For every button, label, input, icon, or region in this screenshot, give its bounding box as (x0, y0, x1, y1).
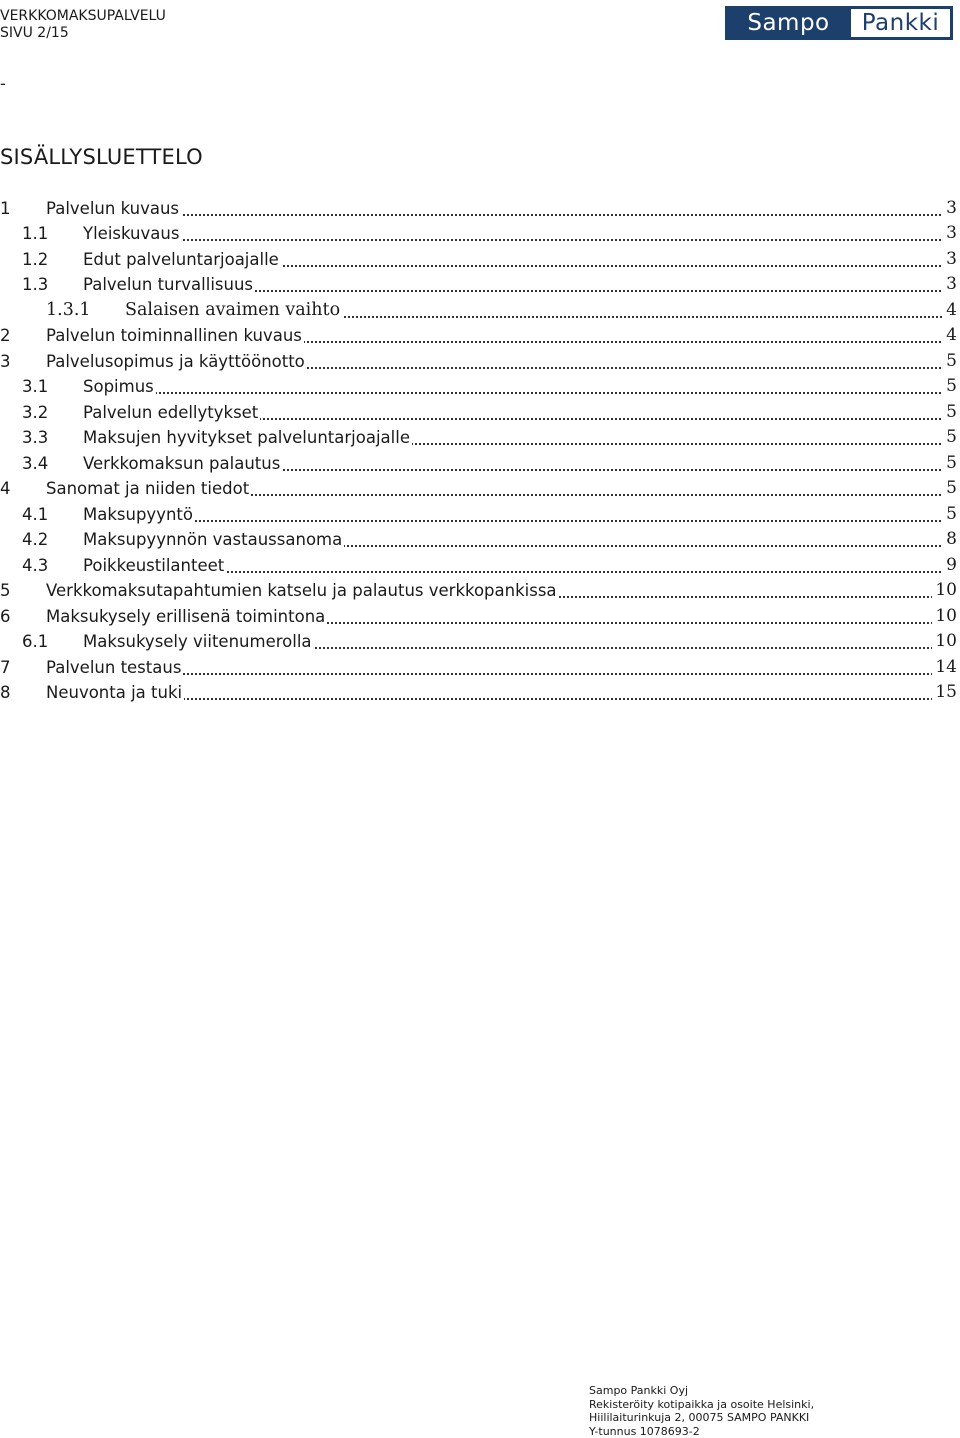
toc-entry-label: Maksupyynnön vastaussanoma (83, 530, 344, 549)
toc-entry[interactable] (0, 348, 957, 374)
toc-entry[interactable] (0, 552, 957, 578)
toc-entry-page: 5 (943, 504, 957, 524)
toc-entry-page: 8 (943, 529, 957, 549)
toc-entry-number: 3.3 (22, 428, 48, 447)
toc-title: SISÄLLYSLUETTELO (0, 145, 203, 169)
toc-entry[interactable] (0, 629, 957, 655)
table-of-contents (0, 195, 957, 705)
toc-entry-page: 5 (943, 351, 957, 371)
toc-entry[interactable] (0, 399, 957, 425)
toc-entry[interactable] (0, 654, 957, 680)
toc-entry[interactable] (0, 476, 957, 502)
toc-entry-label: Palvelun toiminnallinen kuvaus (46, 326, 304, 345)
toc-entry-label: Edut palveluntarjoajalle (83, 250, 281, 269)
toc-entry-page: 3 (943, 249, 957, 269)
toc-entry-number: 7 (0, 658, 11, 677)
toc-entry[interactable] (0, 374, 957, 400)
toc-entry-number: 4.1 (22, 505, 48, 524)
toc-entry-label: Palvelun edellytykset (83, 403, 260, 422)
toc-entry-label: Maksukysely viitenumerolla (83, 632, 314, 651)
toc-entry-label: Maksupyyntö (83, 505, 195, 524)
toc-entry-number: 3.4 (22, 454, 48, 473)
toc-entry[interactable] (0, 195, 957, 221)
toc-entry[interactable] (0, 603, 957, 629)
toc-entry[interactable] (0, 527, 957, 553)
toc-dot-leader (83, 239, 957, 241)
toc-entry[interactable] (0, 450, 957, 476)
toc-entry-label: Palvelun kuvaus (46, 199, 181, 218)
page-info: SIVU 2/15 (0, 25, 166, 42)
toc-entry-page: 3 (943, 223, 957, 243)
toc-dot-leader (83, 392, 957, 394)
toc-dot-leader (46, 214, 957, 216)
toc-entry-label: Palvelun turvallisuus (83, 275, 255, 294)
toc-entry-page: 15 (932, 682, 957, 702)
footer-address: Hiililaiturinkuja 2, 00075 SAMPO PANKKI (589, 1411, 814, 1425)
toc-entry-page: 14 (932, 657, 957, 677)
toc-entry-page: 4 (943, 300, 957, 320)
toc-entry-number: 6 (0, 607, 11, 626)
toc-entry-page: 3 (943, 198, 957, 218)
toc-entry-label: Maksukysely erillisenä toimintona (46, 607, 327, 626)
toc-entry-number: 4.3 (22, 556, 48, 575)
toc-entry-number: 1.3 (22, 275, 48, 294)
footer (589, 1384, 814, 1438)
toc-entry-number: 4.2 (22, 530, 48, 549)
toc-entry[interactable] (0, 501, 957, 527)
toc-entry-number: 1.2 (22, 250, 48, 269)
toc-entry-number: 4 (0, 479, 11, 498)
toc-entry-label: Poikkeustilanteet (83, 556, 226, 575)
sampo-pankki-logo (725, 6, 953, 40)
toc-entry-page: 10 (932, 606, 957, 626)
toc-entry[interactable] (0, 272, 957, 298)
toc-entry-page: 3 (943, 274, 957, 294)
toc-entry-label: Neuvonta ja tuki (46, 683, 184, 702)
toc-entry-number: 2 (0, 326, 11, 345)
footer-registered: Rekisteröity kotipaikka ja osoite Helsinki, (589, 1398, 814, 1412)
toc-entry-number: 3 (0, 352, 11, 371)
toc-dot-leader (83, 520, 957, 522)
toc-entry[interactable] (0, 297, 957, 323)
toc-entry-number: 8 (0, 683, 11, 702)
toc-entry[interactable] (0, 221, 957, 247)
toc-entry[interactable] (0, 578, 957, 604)
toc-entry-page: 5 (943, 376, 957, 396)
toc-entry-label: Palvelun testaus (46, 658, 183, 677)
toc-entry-page: 5 (943, 402, 957, 422)
toc-entry-number: 1 (0, 199, 11, 218)
toc-entry-label: Verkkomaksutapahtumien katselu ja palautus verkkopankissa (46, 581, 559, 600)
toc-entry-label: Palvelusopimus ja käyttöönotto (46, 352, 307, 371)
toc-entry-number: 1.1 (22, 224, 48, 243)
toc-entry-page: 5 (943, 427, 957, 447)
toc-entry-page: 5 (943, 478, 957, 498)
logo-pankki-text: Pankki (851, 7, 952, 39)
toc-entry-label: Sanomat ja niiden tiedot (46, 479, 251, 498)
toc-entry-page: 10 (932, 580, 957, 600)
toc-entry-number: 1.3.1 (46, 300, 91, 320)
toc-entry-page: 10 (932, 631, 957, 651)
toc-entry-label: Yleiskuvaus (83, 224, 181, 243)
footer-company: Sampo Pankki Oyj (589, 1384, 814, 1398)
toc-entry-number: 3.1 (22, 377, 48, 396)
footer-business-id: Y-tunnus 1078693-2 (589, 1425, 814, 1438)
toc-entry-page: 9 (943, 555, 957, 575)
toc-entry-label: Verkkomaksun palautus (83, 454, 282, 473)
toc-entry[interactable] (0, 680, 957, 706)
toc-entry[interactable] (0, 425, 957, 451)
toc-entry-label: Salaisen avaimen vaihto (125, 300, 342, 320)
document-header (0, 8, 166, 42)
toc-entry[interactable] (0, 323, 957, 349)
toc-entry-page: 5 (943, 453, 957, 473)
toc-entry-label: Sopimus (83, 377, 156, 396)
toc-entry-number: 5 (0, 581, 11, 600)
toc-entry-number: 6.1 (22, 632, 48, 651)
dash-marker: - (0, 74, 6, 93)
logo-sampo-text: Sampo (726, 7, 851, 39)
toc-entry[interactable] (0, 246, 957, 272)
toc-entry-number: 3.2 (22, 403, 48, 422)
toc-entry-label: Maksujen hyvitykset palveluntarjoajalle (83, 428, 412, 447)
toc-entry-page: 4 (943, 325, 957, 345)
document-name: VERKKOMAKSUPALVELU (0, 8, 166, 25)
